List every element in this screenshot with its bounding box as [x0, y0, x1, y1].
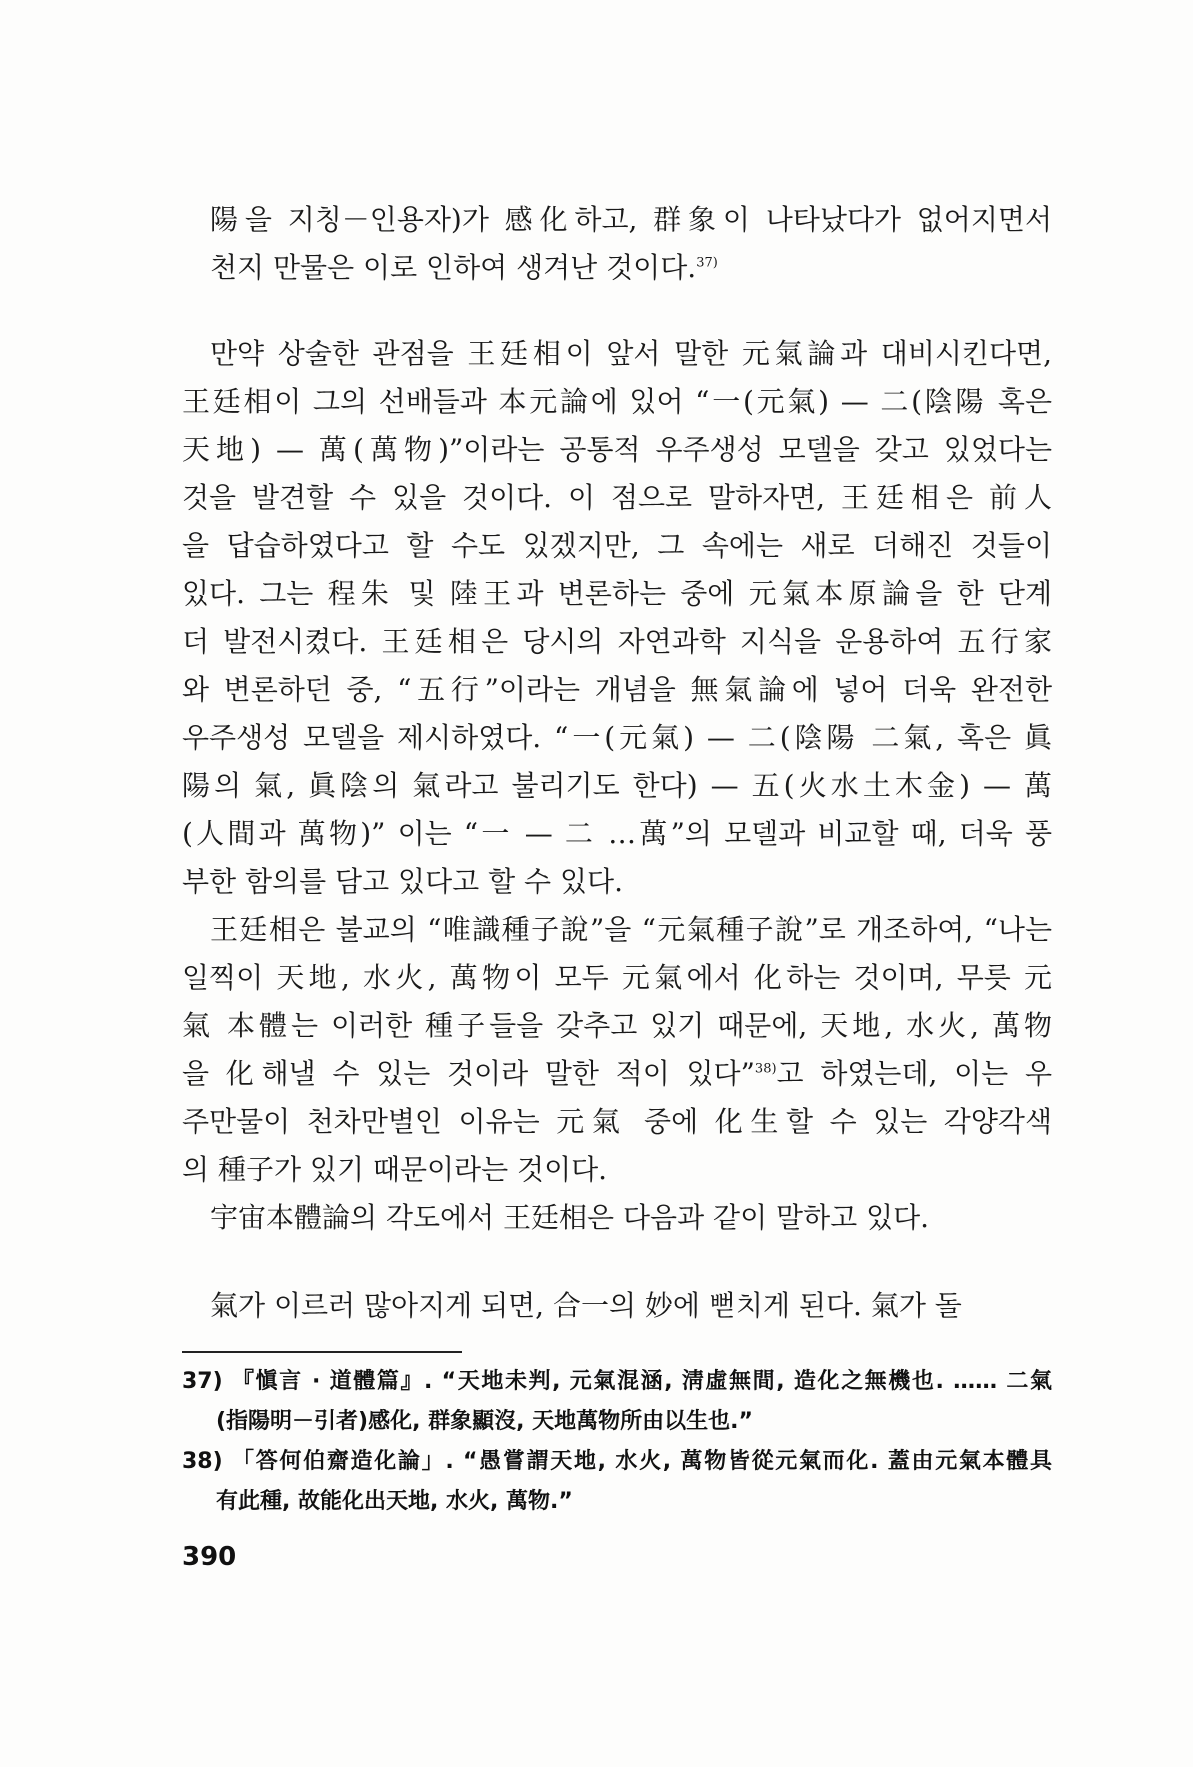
quote-line	[182, 244, 1052, 292]
para2-line: 王廷相은 불교의 “唯識種子說”을 “元氣種子說”로 개조하여, “나는	[210, 913, 1052, 946]
footnote-ref-38: 38)	[754, 1061, 777, 1077]
para2-line-text: 을 化해낼 수 있는 것이라 말한 적이 있다”	[182, 1057, 755, 1090]
footnote-37-line2: (指陽明－引者)感化, 群象顯沒, 天地萬物所由以生也.”	[216, 1409, 753, 1434]
footnote-number: 38)	[182, 1449, 223, 1474]
footnote-ref-37: 37)	[696, 255, 718, 271]
quote-line: 陽을 지칭－인용자)가 感化하고, 群象이 나타났다가 없어지면서	[210, 203, 1052, 236]
para1-line: 우주생성 모델을 제시하였다. “一(元氣) — 二(陰陽 二氣, 혹은 眞	[182, 721, 1052, 754]
footnote-text: 『愼言 · 道體篇』. “天地未判, 元氣混涵, 淸虛無間, 造化之無機也. …… 二氣	[231, 1369, 1052, 1394]
para1-line: (人間과 萬物)” 이는 “一 — 二 …萬”의 모델과 비교할 때, 더욱 풍	[182, 817, 1052, 850]
para1-line: 부한 함의를 담고 있다고 할 수 있다.	[182, 865, 623, 898]
para1-line: 있다. 그는 程朱 및 陸王과 변론하는 중에 元氣本原論을 한 단계	[182, 577, 1052, 610]
para2-line: 주만물이 천차만별인 이유는 元氣 중에 化生할 수 있는 각양각색	[182, 1105, 1052, 1138]
para1-line: 王廷相이 그의 선배들과 本元論에 있어 “一(元氣) — 二(陰陽 혹은	[182, 385, 1052, 418]
para2-line: 일찍이 天地, 水火, 萬物이 모두 元氣에서 化하는 것이며, 무릇 元	[182, 961, 1052, 994]
para3-line: 宇宙本體論의 각도에서 王廷相은 다음과 같이 말하고 있다.	[210, 1201, 930, 1234]
para1-line: 을 답습하였다고 할 수도 있겠지만, 그 속에는 새로 더해진 것들이	[182, 529, 1052, 562]
para2-line-text-after: 고 하였는데, 이는 우	[776, 1057, 1052, 1090]
block-quote-top	[182, 196, 1052, 292]
page-number: 390	[182, 1542, 237, 1572]
para1-line: 것을 발견할 수 있을 것이다. 이 점으로 말하자면, 王廷相은 前人	[182, 481, 1052, 514]
block-quote-bottom	[182, 1282, 1052, 1330]
para1-line: 陽의 氣, 眞陰의 氣라고 불리기도 한다) — 五(火水土木金) — 萬	[182, 769, 1052, 802]
para2-line: 氣 本體는 이러한 種子들을 갖추고 있기 때문에, 天地, 水火, 萬物	[182, 1009, 1052, 1042]
para1-line: 와 변론하던 중, “五行”이라는 개념을 無氣論에 넣어 더욱 완전한	[182, 673, 1052, 706]
footnote-38-line2: 有此種, 故能化出天地, 水火, 萬物.”	[216, 1489, 573, 1514]
para1-line: 天地) — 萬(萬物)”이라는 공통적 우주생성 모델을 갖고 있었다는	[182, 433, 1052, 466]
footnote-38-line1	[182, 1442, 1052, 1482]
quote-line: 氣가 이르러 많아지게 되면, 合一의 妙에 뻗치게 된다. 氣가 돌	[210, 1289, 962, 1322]
footnote-number: 37)	[182, 1369, 223, 1394]
footnote-divider	[182, 1351, 462, 1353]
quote-line-text: 천지 만물은 이로 인하여 생겨난 것이다.	[210, 251, 697, 284]
para1-line: 만약 상술한 관점을 王廷相이 앞서 말한 元氣論과 대비시킨다면,	[210, 337, 1052, 370]
para2-line: 의 種子가 있기 때문이라는 것이다.	[182, 1153, 608, 1186]
footnotes	[182, 1362, 1052, 1522]
para1-line: 더 발전시켰다. 王廷相은 당시의 자연과학 지식을 운용하여 五行家	[182, 625, 1052, 658]
para2-line	[182, 1050, 1052, 1098]
footnote-37-line1	[182, 1362, 1052, 1402]
body-text	[182, 330, 1052, 1242]
footnote-text: 「答何伯齋造化論」. “愚嘗謂天地, 水火, 萬物皆從元氣而化. 蓋由元氣本體具	[232, 1449, 1052, 1474]
